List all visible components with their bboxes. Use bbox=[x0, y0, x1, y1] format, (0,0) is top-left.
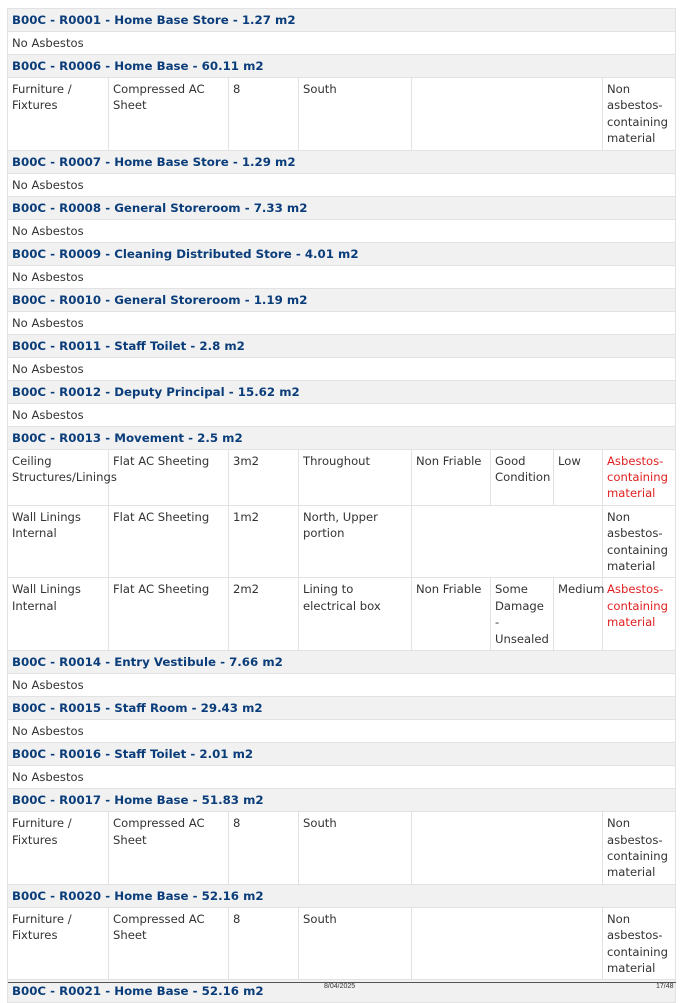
location-cell: Furniture / Fixtures bbox=[8, 907, 109, 980]
material-row bbox=[8, 907, 676, 980]
footer-page-number: 17/48 bbox=[656, 983, 674, 990]
no-asbestos-note: No Asbestos bbox=[8, 674, 676, 697]
room-header-row bbox=[8, 884, 676, 907]
room-header-row bbox=[8, 789, 676, 812]
empty-assessment-cell bbox=[412, 78, 603, 151]
no-asbestos-note: No Asbestos bbox=[8, 357, 676, 380]
material-cell: Compressed AC Sheet bbox=[109, 78, 229, 151]
result-cell: Non asbestos-containing material bbox=[603, 505, 676, 578]
room-note-row bbox=[8, 173, 676, 196]
material-cell: Compressed AC Sheet bbox=[109, 907, 229, 980]
room-title: B00C - R0011 - Staff Toilet - 2.8 m2 bbox=[8, 334, 676, 357]
room-header-row bbox=[8, 242, 676, 265]
quantity-cell: 8 bbox=[229, 907, 299, 980]
material-row bbox=[8, 578, 676, 651]
empty-assessment-cell bbox=[412, 812, 603, 885]
room-header-row bbox=[8, 9, 676, 32]
location-cell: Furniture / Fixtures bbox=[8, 812, 109, 885]
condition-cell: Good Condition bbox=[491, 449, 554, 505]
no-asbestos-note: No Asbestos bbox=[8, 403, 676, 426]
risk-cell: Medium bbox=[554, 578, 603, 651]
room-title: B00C - R0020 - Home Base - 52.16 m2 bbox=[8, 884, 676, 907]
quantity-cell: 2m2 bbox=[229, 578, 299, 651]
material-cell: Compressed AC Sheet bbox=[109, 812, 229, 885]
position-cell: South bbox=[299, 78, 412, 151]
room-note-row bbox=[8, 357, 676, 380]
material-row bbox=[8, 505, 676, 578]
room-header-row bbox=[8, 196, 676, 219]
room-header-row bbox=[8, 334, 676, 357]
result-cell: Non asbestos-containing material bbox=[603, 907, 676, 980]
room-title: B00C - R0013 - Movement - 2.5 m2 bbox=[8, 426, 676, 449]
risk-cell: Low bbox=[554, 449, 603, 505]
no-asbestos-note: No Asbestos bbox=[8, 766, 676, 789]
room-title: B00C - R0012 - Deputy Principal - 15.62 m2 bbox=[8, 380, 676, 403]
room-header-row bbox=[8, 288, 676, 311]
room-header-row bbox=[8, 55, 676, 78]
room-note-row bbox=[8, 32, 676, 55]
empty-assessment-cell bbox=[412, 907, 603, 980]
room-title: B00C - R0014 - Entry Vestibule - 7.66 m2 bbox=[8, 651, 676, 674]
material-cell: Flat AC Sheeting bbox=[109, 505, 229, 578]
no-asbestos-note: No Asbestos bbox=[8, 173, 676, 196]
position-cell: Lining to electrical box bbox=[299, 578, 412, 651]
room-title: B00C - R0017 - Home Base - 51.83 m2 bbox=[8, 789, 676, 812]
position-cell: North, Upper portion bbox=[299, 505, 412, 578]
quantity-cell: 8 bbox=[229, 78, 299, 151]
no-asbestos-note: No Asbestos bbox=[8, 32, 676, 55]
room-note-row bbox=[8, 403, 676, 426]
room-title: B00C - R0015 - Staff Room - 29.43 m2 bbox=[8, 697, 676, 720]
position-cell: South bbox=[299, 907, 412, 980]
room-title: B00C - R0010 - General Storeroom - 1.19 m2 bbox=[8, 288, 676, 311]
room-header-row bbox=[8, 697, 676, 720]
material-row bbox=[8, 812, 676, 885]
no-asbestos-note: No Asbestos bbox=[8, 219, 676, 242]
friability-cell: Non Friable bbox=[412, 578, 491, 651]
location-cell: Wall Linings Internal bbox=[8, 505, 109, 578]
room-title: B00C - R0009 - Cleaning Distributed Store - 4.01 m2 bbox=[8, 242, 676, 265]
room-header-row bbox=[8, 426, 676, 449]
room-header-row bbox=[8, 651, 676, 674]
no-asbestos-note: No Asbestos bbox=[8, 720, 676, 743]
result-cell: Asbestos-containing material bbox=[603, 578, 676, 651]
material-row bbox=[8, 449, 676, 505]
quantity-cell: 8 bbox=[229, 812, 299, 885]
footer-date: 8/04/2025 bbox=[324, 983, 356, 990]
result-cell: Non asbestos-containing material bbox=[603, 812, 676, 885]
room-title: B00C - R0007 - Home Base Store - 1.29 m2 bbox=[8, 150, 676, 173]
register-body bbox=[8, 9, 676, 1003]
condition-cell: Some Damage - Unsealed bbox=[491, 578, 554, 651]
room-note-row bbox=[8, 265, 676, 288]
location-cell: Ceiling Structures/Linings bbox=[8, 449, 109, 505]
room-header-row bbox=[8, 380, 676, 403]
position-cell: South bbox=[299, 812, 412, 885]
room-note-row bbox=[8, 766, 676, 789]
empty-assessment-cell bbox=[412, 505, 603, 578]
material-cell: Flat AC Sheeting bbox=[109, 449, 229, 505]
room-title: B00C - R0001 - Home Base Store - 1.27 m2 bbox=[8, 9, 676, 32]
room-title: B00C - R0008 - General Storeroom - 7.33 m2 bbox=[8, 196, 676, 219]
friability-cell: Non Friable bbox=[412, 449, 491, 505]
room-note-row bbox=[8, 674, 676, 697]
no-asbestos-note: No Asbestos bbox=[8, 265, 676, 288]
result-cell: Asbestos-containing material bbox=[603, 449, 676, 505]
room-note-row bbox=[8, 219, 676, 242]
room-header-row bbox=[8, 743, 676, 766]
room-title: B00C - R0021 - Home Base - 52.16 m2 bbox=[8, 980, 676, 1003]
quantity-cell: 1m2 bbox=[229, 505, 299, 578]
asbestos-register-table bbox=[7, 8, 676, 1003]
room-note-row bbox=[8, 720, 676, 743]
no-asbestos-note: No Asbestos bbox=[8, 311, 676, 334]
room-title: B00C - R0006 - Home Base - 60.11 m2 bbox=[8, 55, 676, 78]
location-cell: Furniture / Fixtures bbox=[8, 78, 109, 151]
asbestos-register-sheet bbox=[7, 8, 675, 1003]
result-cell: Non asbestos-containing material bbox=[603, 78, 676, 151]
room-note-row bbox=[8, 311, 676, 334]
quantity-cell: 3m2 bbox=[229, 449, 299, 505]
room-title: B00C - R0016 - Staff Toilet - 2.01 m2 bbox=[8, 743, 676, 766]
material-cell: Flat AC Sheeting bbox=[109, 578, 229, 651]
position-cell: Throughout bbox=[299, 449, 412, 505]
room-header-row bbox=[8, 150, 676, 173]
location-cell: Wall Linings Internal bbox=[8, 578, 109, 651]
material-row bbox=[8, 78, 676, 151]
